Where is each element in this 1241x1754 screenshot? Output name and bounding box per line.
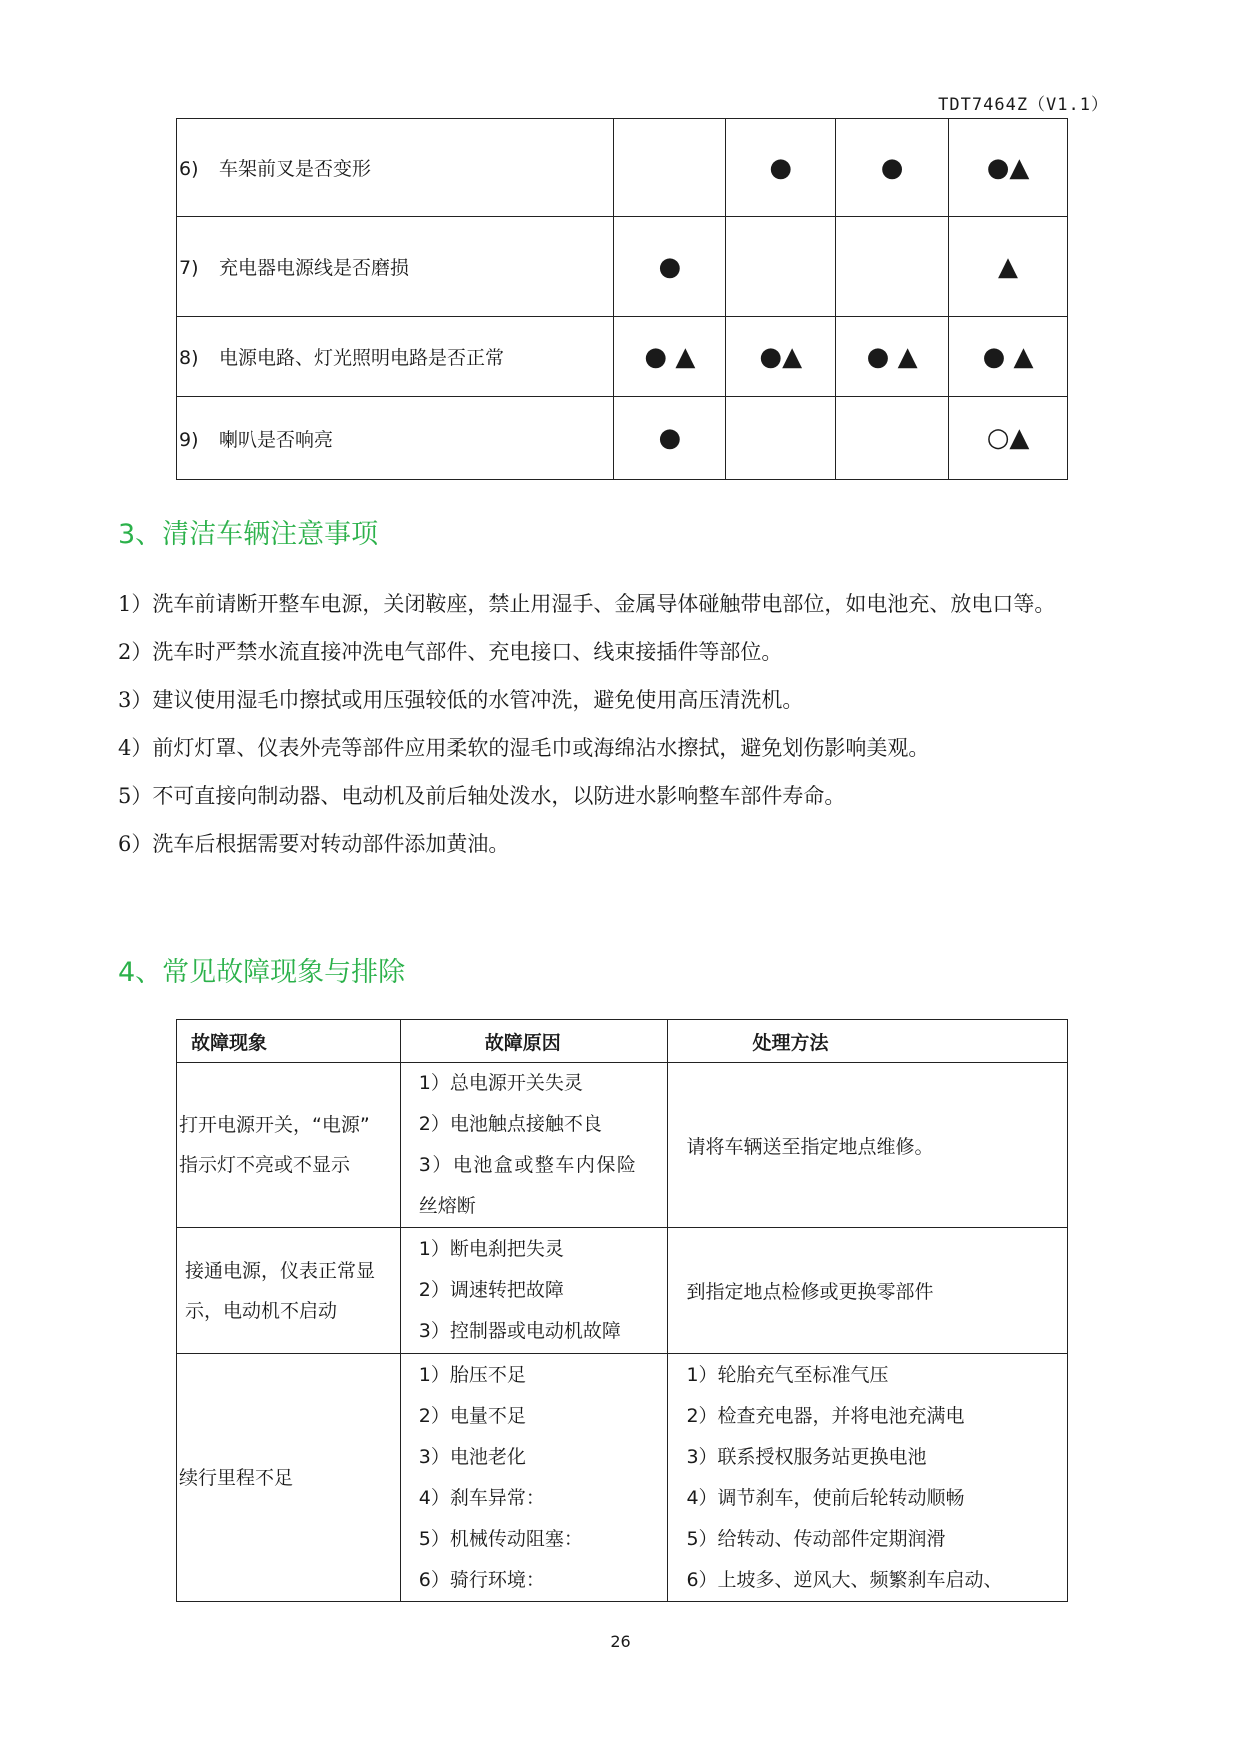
section-title-cleaning: 3、清洁车辆注意事项 [118, 519, 379, 550]
table-row [177, 397, 1068, 480]
check-mark [836, 217, 949, 317]
check-mark: ● [836, 119, 949, 217]
check-item: 7) 充电器电源线是否磨损 [177, 217, 614, 317]
table-header-row [177, 1020, 1068, 1063]
check-item: 6) 车架前叉是否变形 [177, 119, 614, 217]
check-mark [726, 397, 836, 480]
fault-causes: 1）断电刹把失灵 2）调速转把故障 3）控制器或电动机故障 [400, 1228, 668, 1354]
check-mark [836, 397, 949, 480]
check-mark: ● ▲ [614, 317, 726, 397]
fault-phenomenon: 接通电源，仪表正常显 示，电动机不启动 [177, 1228, 401, 1354]
check-mark [726, 217, 836, 317]
fault-troubleshooting-table [176, 1019, 1068, 1602]
paragraph: 4）前灯灯罩、仪表外壳等部件应用柔软的湿毛巾或海绵沾水擦拭，避免划伤影响美观。 [118, 736, 930, 760]
check-mark: ○▲ [949, 397, 1068, 480]
page-number: 26 [610, 1632, 631, 1651]
fault-methods: 1）轮胎充气至标准气压 2）检查充电器，并将电池充满电 3）联系授权服务站更换电池 4）调节刹车，使前后轮转动顺畅 5）给转动、传动部件定期润滑 6）上坡多、逆风大、频繁刹车启动、 [668, 1354, 1068, 1602]
fault-phenomenon: 打开电源开关，“电源” 指示灯不亮或不显示 [177, 1063, 401, 1228]
fault-methods: 请将车辆送至指定地点维修。 [668, 1063, 1068, 1228]
column-header: 故障现象 [177, 1020, 401, 1063]
check-mark: ● ▲ [949, 317, 1068, 397]
fault-methods: 到指定地点检修或更换零部件 [668, 1228, 1068, 1354]
check-mark: ● [614, 217, 726, 317]
paragraph: 3）建议使用湿毛巾擦拭或用压强较低的水管冲洗，避免使用高压清洗机。 [118, 688, 804, 712]
document-code: TDT7464Z（V1.1） [938, 95, 1109, 115]
fault-phenomenon: 续行里程不足 [177, 1354, 401, 1602]
table-row [177, 1063, 1068, 1228]
check-mark: ●▲ [726, 317, 836, 397]
check-item: 8) 电源电路、灯光照明电路是否正常 [177, 317, 614, 397]
paragraph: 6）洗车后根据需要对转动部件添加黄油。 [118, 832, 510, 856]
check-mark: ●▲ [949, 119, 1068, 217]
check-mark: ● ▲ [836, 317, 949, 397]
paragraph: 1）洗车前请断开整车电源，关闭鞍座，禁止用湿手、金属导体碰触带电部位，如电池充、放电口等。 [118, 592, 1056, 616]
table-row [177, 317, 1068, 397]
cleaning-notes [118, 580, 1128, 868]
fault-causes: 1）胎压不足 2）电量不足 3）电池老化 4）刹车异常： 5）机械传动阻塞： 6）骑行环境： [400, 1354, 668, 1602]
table-row [177, 1354, 1068, 1602]
table-row [177, 217, 1068, 317]
column-header: 处理方法 [668, 1020, 1068, 1063]
check-mark [614, 119, 726, 217]
table-row [177, 119, 1068, 217]
section-title-faults: 4、常见故障现象与排除 [118, 957, 406, 988]
table-row [177, 1228, 1068, 1354]
check-mark: ● [726, 119, 836, 217]
maintenance-check-table [176, 118, 1068, 480]
check-mark: ● [614, 397, 726, 480]
fault-causes: 1）总电源开关失灵 2）电池触点接触不良 3）电池盒或整车内保险 丝熔断 [400, 1063, 668, 1228]
column-header: 故障原因 [400, 1020, 668, 1063]
paragraph: 5）不可直接向制动器、电动机及前后轴处泼水，以防进水影响整车部件寿命。 [118, 784, 846, 808]
check-mark: ▲ [949, 217, 1068, 317]
check-item: 9) 喇叭是否响亮 [177, 397, 614, 480]
paragraph: 2）洗车时严禁水流直接冲洗电气部件、充电接口、线束接插件等部位。 [118, 640, 783, 664]
